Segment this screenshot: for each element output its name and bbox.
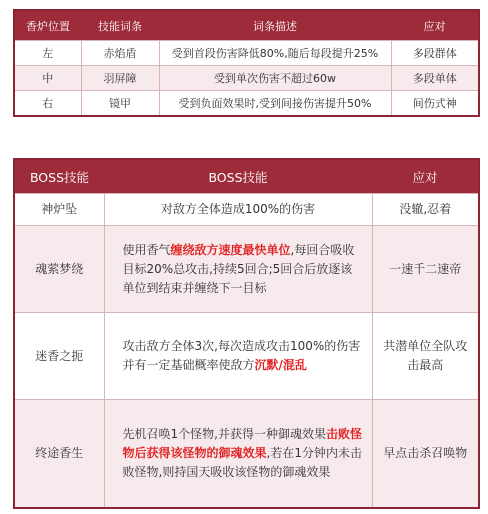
desc-text: 使用香气: [122, 242, 171, 257]
cell-counter: 间伤式神: [391, 91, 479, 117]
cell-skill-name: 迷香之扼: [14, 313, 104, 400]
desc-highlight: 缠绕敌方速度最快单位: [170, 242, 291, 257]
cell-skill-name: 终途香生: [14, 400, 104, 508]
desc-text: 攻击敌方全体3次,每次造成攻击100%的伤害并有一定基础概率使敌方: [122, 339, 361, 372]
boss-skills-table: [13, 158, 480, 509]
table-row: [14, 400, 479, 508]
cell-counter: 多段群体: [391, 41, 479, 66]
cell-position: 左: [14, 41, 81, 66]
header-counter: 应对: [372, 159, 479, 194]
cell-counter: 早点击杀召唤物: [372, 400, 479, 508]
table-header-row: [14, 159, 479, 194]
table-header-row: [14, 10, 479, 41]
desc-text: ,若在1分钟内未击败怪物,则持国天吸收该怪物的御魂效果: [122, 445, 362, 479]
desc-highlight: 沉默/混乱: [254, 358, 307, 372]
table-row: [14, 226, 479, 313]
cell-skill-name: 神炉坠: [14, 194, 104, 226]
table-row: [14, 66, 479, 91]
cell-skill-name: 魂萦梦绕: [14, 226, 104, 313]
header-counter: 应对: [391, 10, 479, 41]
cell-skill-desc: [104, 400, 372, 508]
cell-description: 受到负面效果时,受到间接伤害提升50%: [159, 91, 391, 117]
cell-skill-desc: [104, 313, 372, 400]
cell-counter: 一速千二速帝: [372, 226, 479, 313]
cell-counter: 共潜单位全队攻击最高: [372, 313, 479, 400]
table-row: [14, 313, 479, 400]
table-row: [14, 194, 479, 226]
header-position: 香炉位置: [14, 10, 81, 41]
cell-skill: 羽屏障: [81, 66, 159, 91]
desc-text: 对敌方全体造成100%的伤害: [160, 202, 316, 216]
cell-position: 右: [14, 91, 81, 117]
cell-counter: 没辙,忍着: [372, 194, 479, 226]
cell-description: 受到单次伤害不超过60w: [159, 66, 391, 91]
cell-skill-desc: [104, 226, 372, 313]
header-skill-entry: 技能词条: [81, 10, 159, 41]
header-boss-skill-desc: BOSS技能: [104, 159, 372, 194]
cell-skill: 赤焰盾: [81, 41, 159, 66]
incense-burner-table: [13, 9, 480, 117]
desc-text: 先机召唤1个怪物,并获得一种御魂效果: [122, 426, 326, 441]
cell-counter: 多段单体: [391, 66, 479, 91]
header-entry-description: 词条描述: [159, 10, 391, 41]
desc-text: ,每回合吸收目标20%总攻击,持续5回合;5回合后放逐该单位到结束并缠绕下一目标: [122, 242, 355, 295]
table-row: [14, 41, 479, 66]
desc-highlight: 击败怪物后获得该怪物的御魂效果: [122, 426, 362, 460]
cell-skill: 镜甲: [81, 91, 159, 117]
cell-position: 中: [14, 66, 81, 91]
table-row: [14, 91, 479, 117]
header-boss-skill-name: BOSS技能: [14, 159, 104, 194]
cell-skill-desc: [104, 194, 372, 226]
cell-description: 受到首段伤害降低80%,随后每段提升25%: [159, 41, 391, 66]
